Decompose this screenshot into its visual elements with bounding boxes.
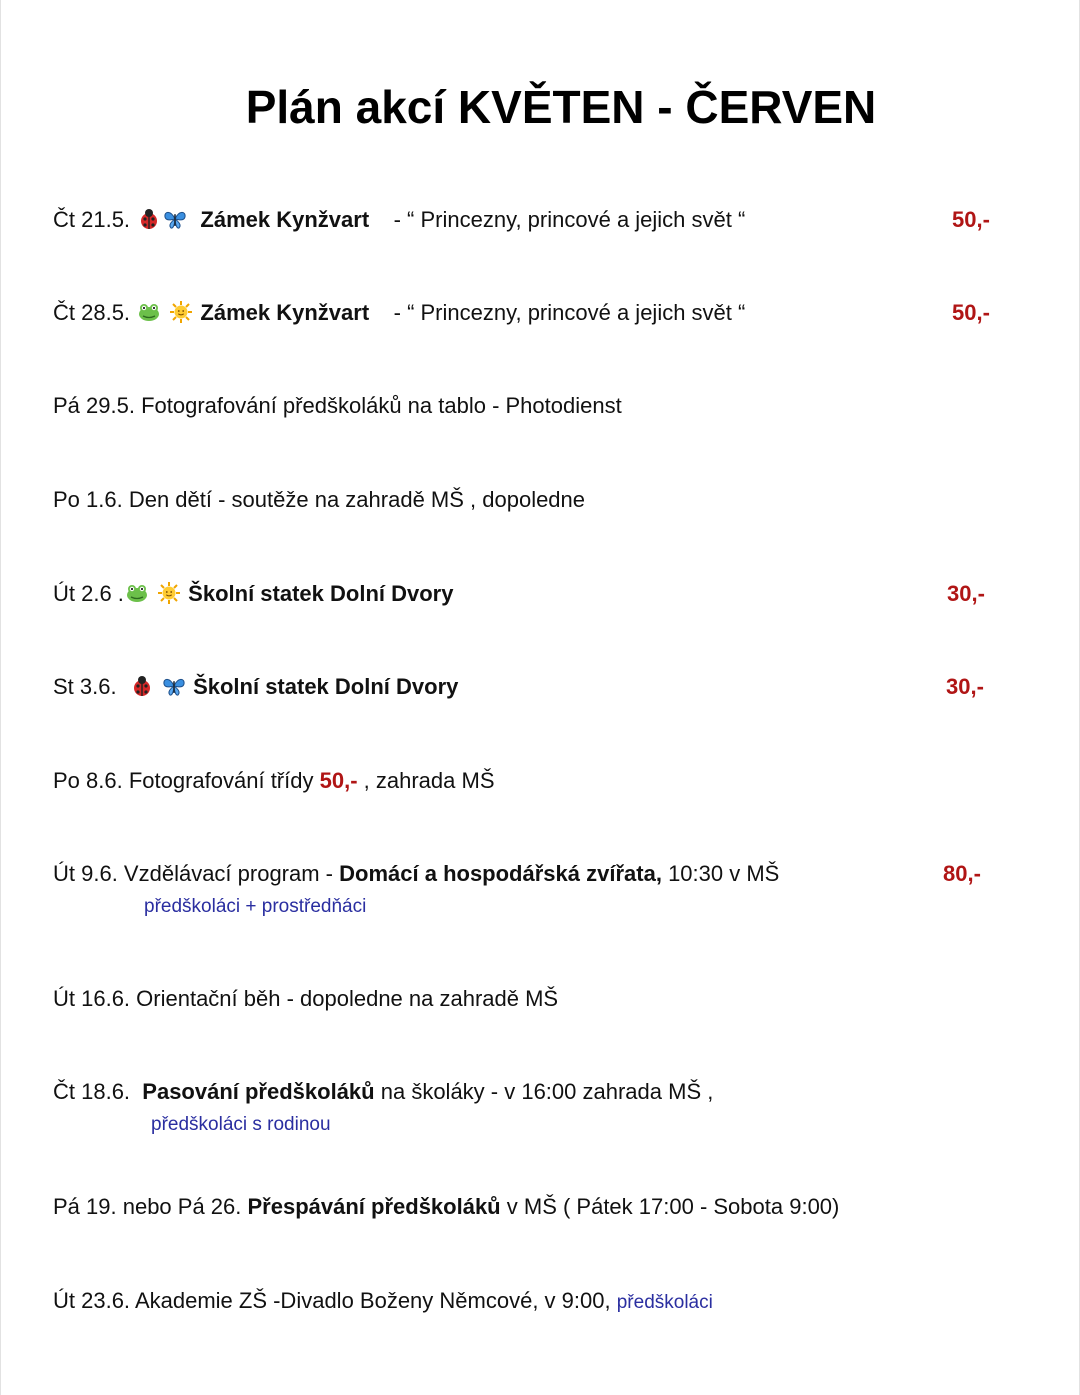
event-row-2 <box>53 299 745 327</box>
event-name: Školní statek Dolní Dvory <box>188 581 454 606</box>
event-row-5 <box>53 580 453 608</box>
sun-face-icon <box>157 581 181 605</box>
ladybug-icon <box>137 207 161 231</box>
event-price: 30,- <box>947 581 985 606</box>
event-price: 80,- <box>943 861 981 886</box>
event-name: Školní statek Dolní Dvory <box>193 674 459 699</box>
event-name: Pasování předškoláků <box>142 1079 375 1104</box>
event-price: 50,- <box>952 300 990 325</box>
event-text: Pá 19. nebo Pá 26. <box>53 1194 242 1219</box>
event-date: Út 2.6 . <box>53 581 124 606</box>
event-price: 30,- <box>946 674 984 699</box>
event-row-9: Út 16.6. Orientační běh - dopoledne na zahradě MŠ <box>53 986 559 1011</box>
event-audience-note: předškoláci <box>616 1292 713 1313</box>
event-description: - “ Princezny, princové a jejich svět “ <box>393 300 746 325</box>
event-date: St 3.6. <box>53 674 117 699</box>
event-date: Čt 18.6. <box>53 1079 131 1104</box>
event-row-11 <box>53 1193 839 1221</box>
event-row-12 <box>53 1287 713 1317</box>
event-text: v MŠ ( Pátek 17:00 - Sobota 9:00) <box>506 1194 840 1219</box>
ladybug-icon <box>130 674 154 698</box>
event-name: Domácí a hospodářská zvířata, <box>339 861 662 886</box>
event-text: 10:30 v MŠ <box>668 861 780 886</box>
event-name: Zámek Kynžvart <box>200 300 370 325</box>
event-row-7 <box>53 767 495 795</box>
event-price: 50,- <box>319 768 358 793</box>
frog-icon <box>125 581 149 605</box>
event-description: - “ Princezny, princové a jejich svět “ <box>393 207 746 232</box>
event-text: Po 8.6. Fotografování třídy <box>53 768 314 793</box>
event-text: Út 23.6. Akademie ZŠ -Divadlo Boženy Němcové, v 9:00, <box>53 1288 611 1313</box>
event-row-3: Pá 29.5. Fotografování předškoláků na tablo - Photodienst <box>53 393 622 418</box>
page-edge-left <box>0 0 1 1395</box>
page-title: Plán akcí KVĚTEN - ČERVEN <box>245 81 877 133</box>
event-audience-note: předškoláci + prostředňáci <box>144 896 367 917</box>
event-audience-note: předškoláci s rodinou <box>151 1114 331 1135</box>
event-date: Čt 21.5. <box>53 207 131 232</box>
event-name: Zámek Kynžvart <box>200 207 370 232</box>
event-text: , zahrada MŠ <box>363 768 495 793</box>
event-row-10 <box>53 1078 713 1106</box>
event-price: 50,- <box>952 207 990 232</box>
event-name: Přespávání předškoláků <box>247 1194 501 1219</box>
sun-face-icon <box>169 300 193 324</box>
event-row-6 <box>53 673 458 701</box>
event-row-4: Po 1.6. Den dětí - soutěže na zahradě MŠ , dopoledne <box>53 487 586 512</box>
event-date: Čt 28.5. <box>53 300 131 325</box>
frog-icon <box>137 300 161 324</box>
butterfly-icon <box>163 207 187 231</box>
butterfly-icon <box>162 674 186 698</box>
event-text: na školáky - v 16:00 zahrada MŠ , <box>380 1079 714 1104</box>
event-row-8 <box>53 860 779 888</box>
event-row-1 <box>53 206 745 234</box>
event-text: Út 9.6. Vzdělávací program - <box>53 861 334 886</box>
